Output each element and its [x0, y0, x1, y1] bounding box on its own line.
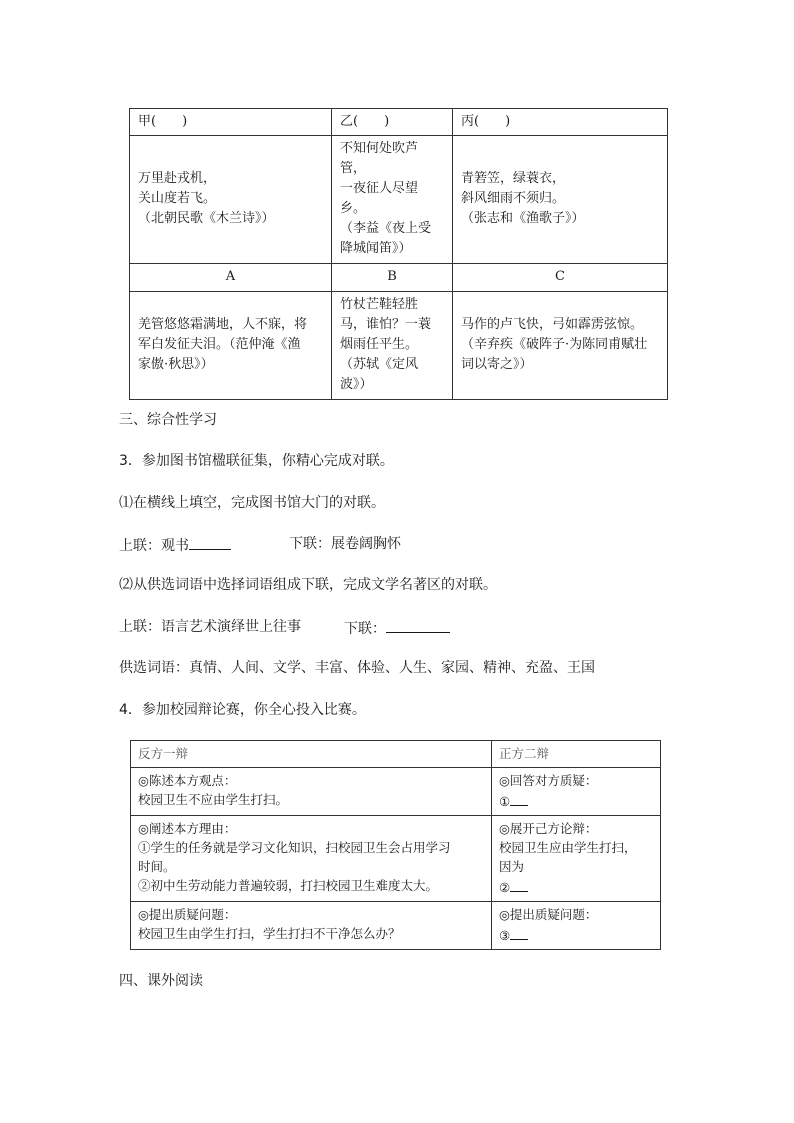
pro-answer-cell: ◎回答对方质疑： ① [492, 768, 661, 816]
debate-row-1 [131, 768, 661, 816]
poem-cell-li-yi: 不知何处吹芦 管， 一夜征人尽望 乡。 （李益《夜上受 降城闻笛》） [332, 136, 453, 264]
header-cell-jia: 甲( ) [130, 109, 332, 136]
con-question-cell: ◎提出质疑问题： 校园卫生由学生打扫，学生打扫不干净怎么办？ [131, 902, 492, 950]
couplet-1-blank[interactable] [189, 534, 231, 550]
pro-question-cell: ◎提出质疑问题： ③ [492, 902, 661, 950]
section4-title: 四、课外阅读 [119, 973, 203, 989]
poem-cell-yugezi: 青箬笠，绿蓑衣， 斜风细雨不须归。 （张志和《渔歌子》） [453, 136, 668, 264]
poem-table-bottom-row [130, 292, 668, 400]
header-pro-second: 正方二辩 [492, 741, 661, 768]
poem-table-header-row [130, 109, 668, 136]
pro-argument-cell: ◎展开己方论辩： 校园卫生应由学生打扫， 因为 ② [492, 816, 661, 902]
answer-blank-1[interactable] [510, 790, 528, 806]
poem-matching-table [129, 108, 668, 400]
answer-blank-2[interactable] [510, 876, 528, 892]
section3-title: 三、综合性学习 [119, 412, 217, 428]
question-3-2: ⑵从供选词语中选择词语组成下联，完成文学名著区的对联。 [119, 577, 497, 593]
couplet-2-upper: 上联：语言艺术演绎世上往事 [119, 619, 301, 635]
answer-blank-3[interactable] [510, 924, 528, 940]
couplet-1-upper: 上联：观书 [119, 534, 231, 556]
header-cell-yi: 乙( ) [332, 109, 453, 136]
label-b: B [332, 264, 453, 292]
question-3-1: ⑴在横线上填空，完成图书馆大门的对联。 [119, 495, 385, 511]
label-c: C [453, 264, 668, 292]
poem-cell-fan-zhongyan: 羌管悠悠霜满地，人不寐，将 军白发征夫泪。（范仲淹《渔 家傲·秋思》） [130, 292, 332, 400]
label-a: A [130, 264, 332, 292]
couplet-1-lower: 下联：展卷阔胸怀 [289, 536, 401, 552]
poem-cell-mulan: 万里赴戎机， 关山度若飞。 （北朝民歌《木兰诗》） [130, 136, 332, 264]
debate-row-3 [131, 902, 661, 950]
couplet-2-lower: 下联： [344, 617, 450, 639]
poem-cell-su-shi: 竹杖芒鞋轻胜 马，谁怕？一蓑 烟雨任平生。 （苏轼《定风 波》） [332, 292, 453, 400]
debate-header-row [131, 741, 661, 768]
header-cell-bing: 丙( ) [453, 109, 668, 136]
debate-table [130, 740, 661, 950]
debate-row-2 [131, 816, 661, 902]
question-4: 4．参加校园辩论赛，你全心投入比赛。 [119, 702, 366, 718]
word-choices: 供选词语：真情、人间、文学、丰富、体验、人生、家园、精神、充盈、王国 [119, 660, 595, 676]
poem-table-top-row [130, 136, 668, 264]
poem-table-label-row [130, 264, 668, 292]
poem-cell-xin-qiji: 马作的卢飞快，弓如霹雳弦惊。 （辛弃疾《破阵子·为陈同甫赋壮 词以寄之》） [453, 292, 668, 400]
couplet-2-blank[interactable] [386, 617, 450, 633]
question-3: 3．参加图书馆楹联征集，你精心完成对联。 [119, 453, 394, 469]
con-reason-cell: ◎阐述本方理由： ①学生的任务就是学习文化知识，扫校园卫生会占用学习 时间。 ②初中生劳动能力普遍较弱，打扫校园卫生难度太大。 [131, 816, 492, 902]
con-statement-cell: ◎陈述本方观点： 校园卫生不应由学生打扫。 [131, 768, 492, 816]
header-con-first: 反方一辩 [131, 741, 492, 768]
